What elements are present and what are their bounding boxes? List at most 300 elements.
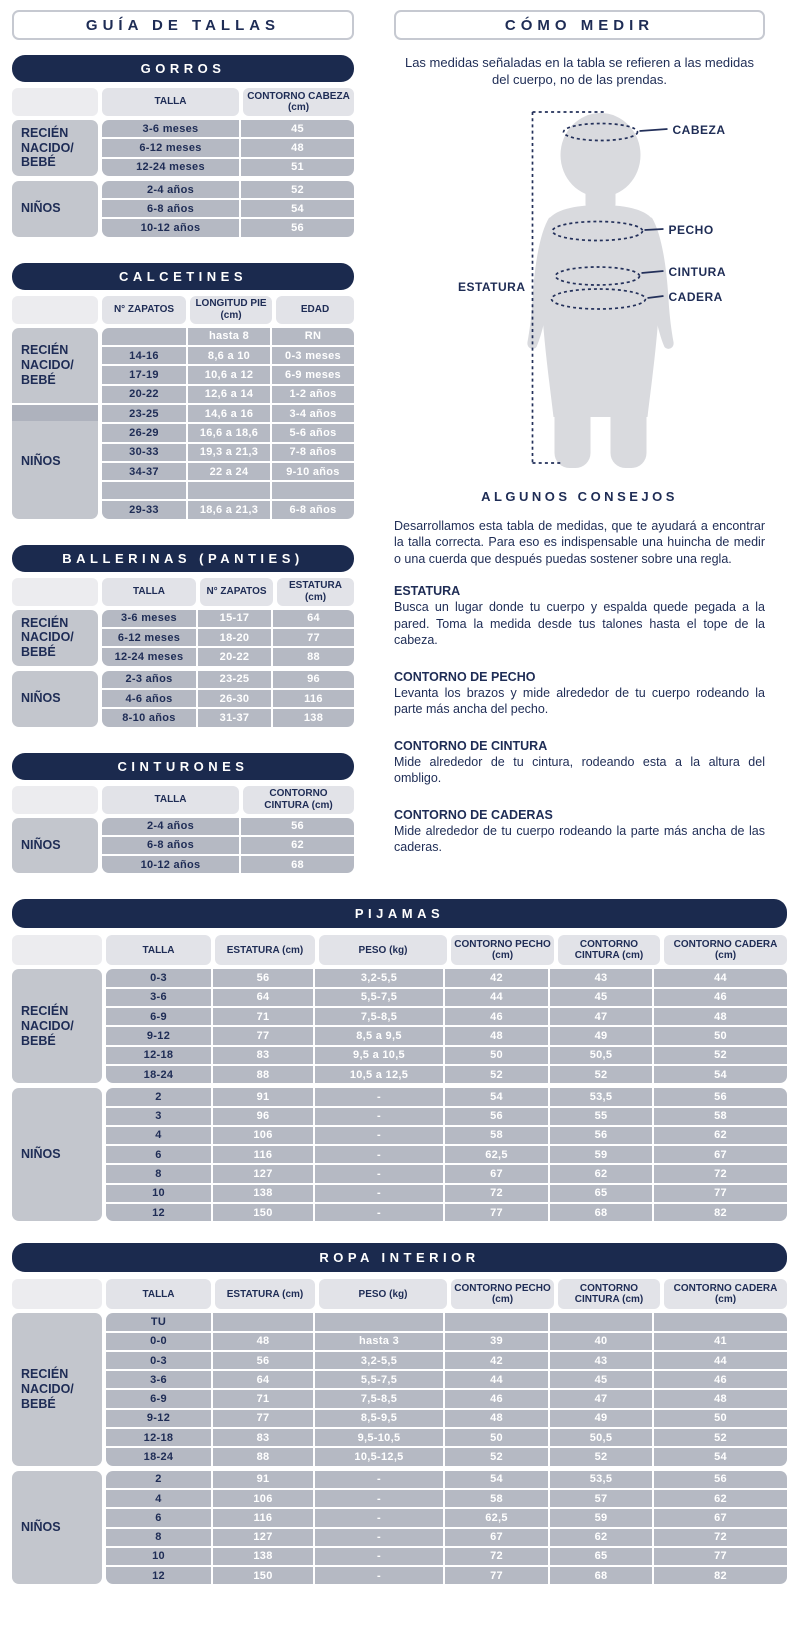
table-cell: 50,5	[550, 1047, 652, 1064]
table-cell: 0-0	[106, 1333, 211, 1350]
table-cell	[445, 1313, 548, 1330]
table-cell: 138	[213, 1185, 313, 1202]
table-row	[106, 1429, 787, 1446]
table-cell: 68	[550, 1567, 652, 1584]
table-cell: 4	[106, 1127, 211, 1144]
table-row	[106, 1509, 787, 1526]
table-row	[102, 610, 354, 627]
table-cell: 62	[550, 1529, 652, 1546]
table-cell: 6-12 meses	[102, 139, 239, 156]
table-cell: 127	[213, 1165, 313, 1182]
table-cell: 106	[213, 1127, 313, 1144]
row-group	[12, 969, 787, 1083]
table-cell: 77	[213, 1410, 313, 1427]
table-cell: 18-20	[198, 629, 271, 646]
table-cell: 52	[654, 1429, 787, 1446]
column-header: N° ZAPATOS	[200, 578, 273, 606]
tip-body: Mide alrededor de tu cintura, rodeando esta a la altura del ombligo.	[394, 754, 765, 786]
table-cell: 48	[241, 139, 354, 156]
table-row	[106, 1471, 787, 1488]
table-cell: 47	[550, 1008, 652, 1025]
table-cell: 48	[445, 1410, 548, 1427]
column-header: CONTORNO CINTURA (cm)	[558, 935, 660, 965]
table-banner: BALLERINAS (PANTIES)	[12, 545, 354, 572]
table-cell: 1-2 años	[272, 386, 354, 403]
table-cell: 10,5 a 12,5	[315, 1066, 443, 1083]
right-column	[394, 10, 787, 899]
table-cell: 62	[654, 1127, 787, 1144]
table-cell: 18-24	[106, 1448, 211, 1465]
table-cell: 42	[445, 969, 548, 986]
table-cell: 53,5	[550, 1471, 652, 1488]
table-cell: 54	[654, 1066, 787, 1083]
table-row	[102, 463, 354, 480]
row-group-rows	[102, 328, 354, 403]
row-group-label: NIÑOS	[12, 181, 98, 237]
table-row	[102, 386, 354, 403]
table-cell: 77	[445, 1567, 548, 1584]
table-cell: 56	[213, 969, 313, 986]
table-row	[106, 1333, 787, 1350]
table-corner-cell	[12, 935, 102, 965]
table-row	[102, 366, 354, 383]
table-corner-cell	[12, 296, 98, 324]
table-cell: 48	[654, 1008, 787, 1025]
table-cell: 31-37	[198, 709, 271, 726]
table-ropa-interior	[12, 1243, 787, 1584]
row-group	[12, 1313, 787, 1465]
table-cell: 18-24	[106, 1066, 211, 1083]
table-cell: 14-16	[102, 347, 186, 364]
table-row	[102, 159, 354, 176]
table-cell: 7,5-8,5	[315, 1390, 443, 1407]
tip-body: Mide alrededor de tu cuerpo rodeando la parte más ancha de las caderas.	[394, 823, 765, 855]
table-cell: 64	[213, 989, 313, 1006]
table-cell	[102, 482, 186, 499]
column-header: CONTORNO CADERA (cm)	[664, 935, 787, 965]
table-row	[102, 219, 354, 236]
table-cell: 82	[654, 1567, 787, 1584]
table-cell: 77	[654, 1185, 787, 1202]
table-cell: -	[315, 1548, 443, 1565]
table-cell: 50	[654, 1410, 787, 1427]
table-header-row	[12, 786, 354, 814]
table-row	[102, 181, 354, 198]
label-cabeza: CABEZA	[672, 122, 726, 137]
table-cell: 116	[213, 1509, 313, 1526]
table-cell: 23-25	[198, 671, 271, 688]
table-cell: 91	[213, 1088, 313, 1105]
row-group	[12, 818, 354, 874]
table-cell: 44	[445, 989, 548, 1006]
row-group-label: NIÑOS	[12, 671, 98, 727]
label-pecho: PECHO	[668, 222, 714, 237]
table-cell: -	[315, 1146, 443, 1163]
row-group-label: RECIÉN NACIDO/ BEBÉ	[12, 610, 98, 666]
row-group-rows	[106, 1313, 787, 1465]
table-cell: 59	[550, 1509, 652, 1526]
table-cell: 3-6 meses	[102, 120, 239, 137]
table-cell: 116	[273, 690, 354, 707]
table-header-row	[12, 935, 787, 965]
table-cell: 39	[445, 1333, 548, 1350]
table-cell: 72	[654, 1529, 787, 1546]
table-cell: 3,2-5,5	[315, 1352, 443, 1369]
table-cell: 2-3 años	[102, 671, 196, 688]
table-cell: 4-6 años	[102, 690, 196, 707]
table-cell: 52	[445, 1448, 548, 1465]
row-group-label: NIÑOS	[12, 1088, 102, 1221]
table-row	[102, 347, 354, 364]
table-cell: 65	[550, 1185, 652, 1202]
row-group-rows	[102, 610, 354, 666]
table-cell: 72	[445, 1185, 548, 1202]
table-cell: 12-24 meses	[102, 648, 196, 665]
table-cell: 12-24 meses	[102, 159, 239, 176]
column-header: PESO (kg)	[319, 935, 447, 965]
table-cell: 12	[106, 1567, 211, 1584]
table-cell: 116	[213, 1146, 313, 1163]
row-group-label: RECIÉN NACIDO/ BEBÉ	[12, 1313, 102, 1465]
table-cell: 3-6 meses	[102, 610, 196, 627]
table-cell: 72	[654, 1165, 787, 1182]
table-cell: 0-3	[106, 969, 211, 986]
table-cell	[550, 1313, 652, 1330]
table-pijamas	[12, 899, 787, 1221]
table-cell: 56	[241, 219, 354, 236]
table-cell: 150	[213, 1204, 313, 1221]
table-cell: 56	[241, 818, 354, 835]
table-cell: 6	[106, 1509, 211, 1526]
table-cell: 9-10 años	[272, 463, 354, 480]
table-cell: 12,6 a 14	[188, 386, 270, 403]
table-cell: 3,2-5,5	[315, 969, 443, 986]
column-header: CONTORNO CINTURA (cm)	[558, 1279, 660, 1309]
table-cell: 8	[106, 1529, 211, 1546]
table-cell: 150	[213, 1567, 313, 1584]
table-row	[102, 139, 354, 156]
row-group	[12, 405, 354, 519]
table-cell: 5,5-7,5	[315, 1371, 443, 1388]
table-cell: 48	[654, 1390, 787, 1407]
table-cell: 6-8 años	[272, 501, 354, 518]
table-row	[106, 1027, 787, 1044]
table-cell: 20-22	[198, 648, 271, 665]
table-cell: 64	[213, 1371, 313, 1388]
label-estatura: ESTATURA	[457, 279, 526, 294]
tip-section-estatura	[394, 584, 765, 649]
table-cell: 51	[241, 159, 354, 176]
table-cell: 62	[654, 1490, 787, 1507]
table-cell: 54	[445, 1088, 548, 1105]
row-group	[12, 328, 354, 403]
table-corner-cell	[12, 578, 98, 606]
table-cell: 19,3 a 21,3	[188, 444, 270, 461]
table-cell: 46	[654, 1371, 787, 1388]
table-cell: 68	[550, 1204, 652, 1221]
table-row	[102, 818, 354, 835]
table-cell: -	[315, 1088, 443, 1105]
table-cell: 20-22	[102, 386, 186, 403]
table-cell: 138	[273, 709, 354, 726]
table-row	[102, 482, 354, 499]
table-cell: 8-10 años	[102, 709, 196, 726]
table-body	[12, 328, 354, 519]
table-cell: 56	[550, 1127, 652, 1144]
row-group-rows	[106, 1088, 787, 1221]
row-group-rows	[102, 818, 354, 874]
table-cell: 71	[213, 1390, 313, 1407]
table-cell: 106	[213, 1490, 313, 1507]
table-row	[106, 1066, 787, 1083]
body-measurement-diagram	[394, 101, 765, 473]
column-header: EDAD	[276, 296, 354, 324]
table-cell: 52	[445, 1066, 548, 1083]
table-cell: 6-9	[106, 1008, 211, 1025]
table-cell: 77	[445, 1204, 548, 1221]
table-cell: 91	[213, 1471, 313, 1488]
table-cell: 62	[550, 1165, 652, 1182]
table-body	[12, 1313, 787, 1584]
row-group-rows	[102, 405, 354, 519]
table-cell: 2-4 años	[102, 181, 239, 198]
table-row	[102, 444, 354, 461]
table-cell: 12-18	[106, 1047, 211, 1064]
table-cell: 40	[550, 1333, 652, 1350]
table-cell: 96	[273, 671, 354, 688]
table-cell: 62,5	[445, 1146, 548, 1163]
table-cell: 44	[445, 1371, 548, 1388]
table-cell: 65	[550, 1548, 652, 1565]
tip-heading: ESTATURA	[394, 584, 461, 599]
table-row	[106, 1108, 787, 1125]
column-header: CONTORNO PECHO (cm)	[451, 935, 554, 965]
measure-intro-text: Las medidas señaladas en la tabla se refieren a las medidas del cuerpo, no de las prendas.	[404, 55, 755, 87]
column-header: PESO (kg)	[319, 1279, 447, 1309]
table-cell: 83	[213, 1429, 313, 1446]
table-cell: 0-3 meses	[272, 347, 354, 364]
table-cell: -	[315, 1165, 443, 1182]
table-banner: GORROS	[12, 55, 354, 82]
table-row	[102, 328, 354, 345]
table-cell: 3-4 años	[272, 405, 354, 422]
table-cell: 7,5-8,5	[315, 1008, 443, 1025]
column-header: ESTATURA (cm)	[277, 578, 354, 606]
column-header: TALLA	[106, 935, 211, 965]
table-cell: -	[315, 1471, 443, 1488]
tip-body: Levanta los brazos y mide alrededor de tu cuerpo rodeando la parte más ancha del pecho.	[394, 685, 765, 717]
table-cell: 53,5	[550, 1088, 652, 1105]
table-cell: 18,6 a 21,3	[188, 501, 270, 518]
tip-heading: CONTORNO DE CADERAS	[394, 807, 553, 822]
table-cell: 26-30	[198, 690, 271, 707]
table-row	[106, 1490, 787, 1507]
table-cell: 47	[550, 1390, 652, 1407]
table-cell	[654, 1313, 787, 1330]
table-row	[102, 837, 354, 854]
table-cell: 55	[550, 1108, 652, 1125]
table-cell: 48	[213, 1333, 313, 1350]
table-cell: 10-12 años	[102, 219, 239, 236]
table-cell: 88	[213, 1448, 313, 1465]
table-cell: 58	[445, 1127, 548, 1144]
tips-title: ALGUNOS CONSEJOS	[481, 488, 678, 504]
row-group	[12, 181, 354, 237]
table-cell: 88	[273, 648, 354, 665]
table-cell: 46	[445, 1390, 548, 1407]
how-to-measure-title: CÓMO MEDIR	[394, 10, 765, 40]
table-row	[106, 1352, 787, 1369]
table-cell: 62,5	[445, 1509, 548, 1526]
table-cell: 10,5-12,5	[315, 1448, 443, 1465]
table-header-row	[12, 88, 354, 116]
table-cell: 5,5-7,5	[315, 989, 443, 1006]
table-cell: 41	[654, 1333, 787, 1350]
table-row	[106, 1529, 787, 1546]
table-cell: 58	[445, 1490, 548, 1507]
table-row	[106, 1371, 787, 1388]
column-header: ESTATURA (cm)	[215, 1279, 315, 1309]
table-cell: -	[315, 1204, 443, 1221]
table-banner: ROPA INTERIOR	[12, 1243, 787, 1272]
table-cell: 83	[213, 1047, 313, 1064]
table-cell: 77	[213, 1027, 313, 1044]
table-header-row	[12, 296, 354, 324]
tip-heading: CONTORNO DE PECHO	[394, 669, 536, 684]
table-cell: 45	[550, 989, 652, 1006]
table-row	[106, 1088, 787, 1105]
table-cell: 52	[654, 1047, 787, 1064]
table-row	[106, 1185, 787, 1202]
tip-section-caderas	[394, 808, 765, 856]
table-cell: 3-6	[106, 989, 211, 1006]
table-cell: 56	[213, 1352, 313, 1369]
table-cell: 49	[550, 1027, 652, 1044]
table-gorros	[12, 55, 354, 237]
table-cell: 2	[106, 1471, 211, 1488]
left-column	[12, 10, 354, 899]
table-row	[106, 1127, 787, 1144]
table-cell: 43	[550, 969, 652, 986]
table-cell: 68	[241, 856, 354, 873]
table-body	[12, 818, 354, 874]
table-row	[102, 629, 354, 646]
row-group-rows	[102, 671, 354, 727]
table-cell: 52	[241, 181, 354, 198]
table-row	[106, 1567, 787, 1584]
table-row	[102, 690, 354, 707]
table-row	[102, 120, 354, 137]
table-cell: 12-18	[106, 1429, 211, 1446]
table-cell: 46	[445, 1008, 548, 1025]
column-header: ESTATURA (cm)	[215, 935, 315, 965]
table-cell: 43	[550, 1352, 652, 1369]
row-group-label: NIÑOS	[12, 405, 98, 519]
table-cell: 6-9	[106, 1390, 211, 1407]
table-cell: 67	[654, 1146, 787, 1163]
column-header: CONTORNO CABEZA (cm)	[243, 88, 354, 116]
table-row	[102, 200, 354, 217]
table-cinturones	[12, 753, 354, 874]
table-cell: 6-12 meses	[102, 629, 196, 646]
table-corner-cell	[12, 88, 98, 116]
table-row	[106, 1146, 787, 1163]
table-ballerinas	[12, 545, 354, 727]
table-cell: 48	[445, 1027, 548, 1044]
table-calcetines	[12, 263, 354, 519]
table-cell: 9,5 a 10,5	[315, 1047, 443, 1064]
table-cell: 64	[273, 610, 354, 627]
table-cell	[213, 1313, 313, 1330]
row-group-label: NIÑOS	[12, 818, 98, 874]
table-row	[106, 1008, 787, 1025]
table-cell: 59	[550, 1146, 652, 1163]
table-row	[106, 1204, 787, 1221]
table-cell: 50	[654, 1027, 787, 1044]
row-group-label: NIÑOS	[12, 1471, 102, 1585]
table-cell: 8,5 a 9,5	[315, 1027, 443, 1044]
table-cell: 44	[654, 1352, 787, 1369]
row-group-label: RECIÉN NACIDO/ BEBÉ	[12, 328, 98, 403]
table-cell: 56	[654, 1471, 787, 1488]
table-cell: 17-19	[102, 366, 186, 383]
table-cell: 127	[213, 1529, 313, 1546]
table-cell: 50	[445, 1429, 548, 1446]
table-body	[12, 969, 787, 1221]
table-cell: 56	[654, 1088, 787, 1105]
table-cell: 0-3	[106, 1352, 211, 1369]
table-cell: 45	[241, 120, 354, 137]
table-cell: 44	[654, 969, 787, 986]
table-cell	[102, 328, 186, 345]
table-cell: -	[315, 1108, 443, 1125]
table-cell: -	[315, 1185, 443, 1202]
row-group	[12, 1088, 787, 1221]
table-cell: 15-17	[198, 610, 271, 627]
table-cell: 5-6 años	[272, 424, 354, 441]
table-row	[102, 709, 354, 726]
row-group	[12, 610, 354, 666]
row-group-label: RECIÉN NACIDO/ BEBÉ	[12, 120, 98, 176]
table-row	[106, 1390, 787, 1407]
table-cell: 67	[445, 1529, 548, 1546]
table-cell: 77	[654, 1548, 787, 1565]
table-cell: 54	[654, 1448, 787, 1465]
table-cell: 8	[106, 1165, 211, 1182]
table-cell: 7-8 años	[272, 444, 354, 461]
table-row	[106, 1047, 787, 1064]
table-cell: 10	[106, 1185, 211, 1202]
table-cell: 62	[241, 837, 354, 854]
table-cell: 9,5-10,5	[315, 1429, 443, 1446]
table-cell: -	[315, 1509, 443, 1526]
row-group	[12, 120, 354, 176]
table-cell: 34-37	[102, 463, 186, 480]
table-cell: 49	[550, 1410, 652, 1427]
size-guide-page	[12, 10, 787, 899]
tip-section-cintura	[394, 739, 765, 787]
table-row	[102, 424, 354, 441]
table-cell: 77	[273, 629, 354, 646]
table-row	[102, 671, 354, 688]
table-row	[106, 989, 787, 1006]
table-cell	[272, 482, 354, 499]
row-group	[12, 1471, 787, 1585]
table-cell: 54	[445, 1471, 548, 1488]
child-silhouette-figure	[394, 101, 765, 473]
column-header: TALLA	[106, 1279, 211, 1309]
column-header: LONGITUD PIE (cm)	[190, 296, 272, 324]
